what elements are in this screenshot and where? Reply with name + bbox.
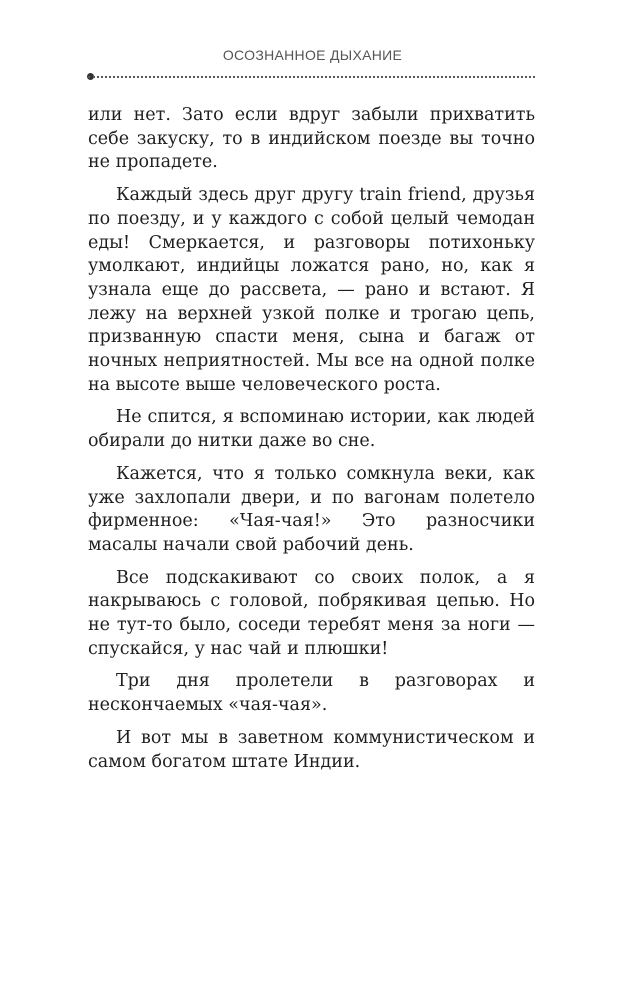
paragraph-1: или нет. Зато если вдруг забыли прихватить себе закуску, то в индийском поезде вы точно не пропадете.	[88, 105, 535, 173]
header-dotted-rule	[88, 76, 535, 78]
paragraph-4: Кажется, что я только сомкнула веки, как уже захлопали двери, и по вагонам полетело фирменное: «Чая-чая!» Это разносчики масалы начали свой рабочий день.	[88, 463, 535, 555]
page-body-text	[88, 104, 535, 783]
paragraph-7: И вот мы в заветном коммунистическом и самом богатом штате Индии.	[88, 727, 535, 772]
paragraph-3: Не спится, я вспоминаю истории, как людей обирали до нитки даже во сне.	[88, 407, 535, 452]
running-head-title: ОСОЗНАННОЕ ДЫХАНИЕ	[222, 47, 403, 63]
paragraph-5: Все подскакивают со своих полок, а я накрываюсь с головой, побрякивая цепью. Но не тут-то было, соседи теребят меня за ноги — спускайся, у нас чай и плюшки!	[88, 567, 535, 659]
paragraph-2: Каждый здесь друг другу train friend, друзья по поезду, и у каждого с собой целый чемодан еды! Смеркается, и разговоры потихоньку умолкают, индийцы ложатся рано, но, как я узнала еще до рассвета, — рано и встают. Я лежу на верхней узкой полке и трогаю цепь, призванную спасти меня, сына и багаж от ночных неприятностей. Мы все на одной полке на высоте выше человеческого роста.	[88, 185, 535, 395]
paragraph-6: Три дня пролетели в разговорах и нескончаемых «чая-чая».	[88, 671, 535, 716]
